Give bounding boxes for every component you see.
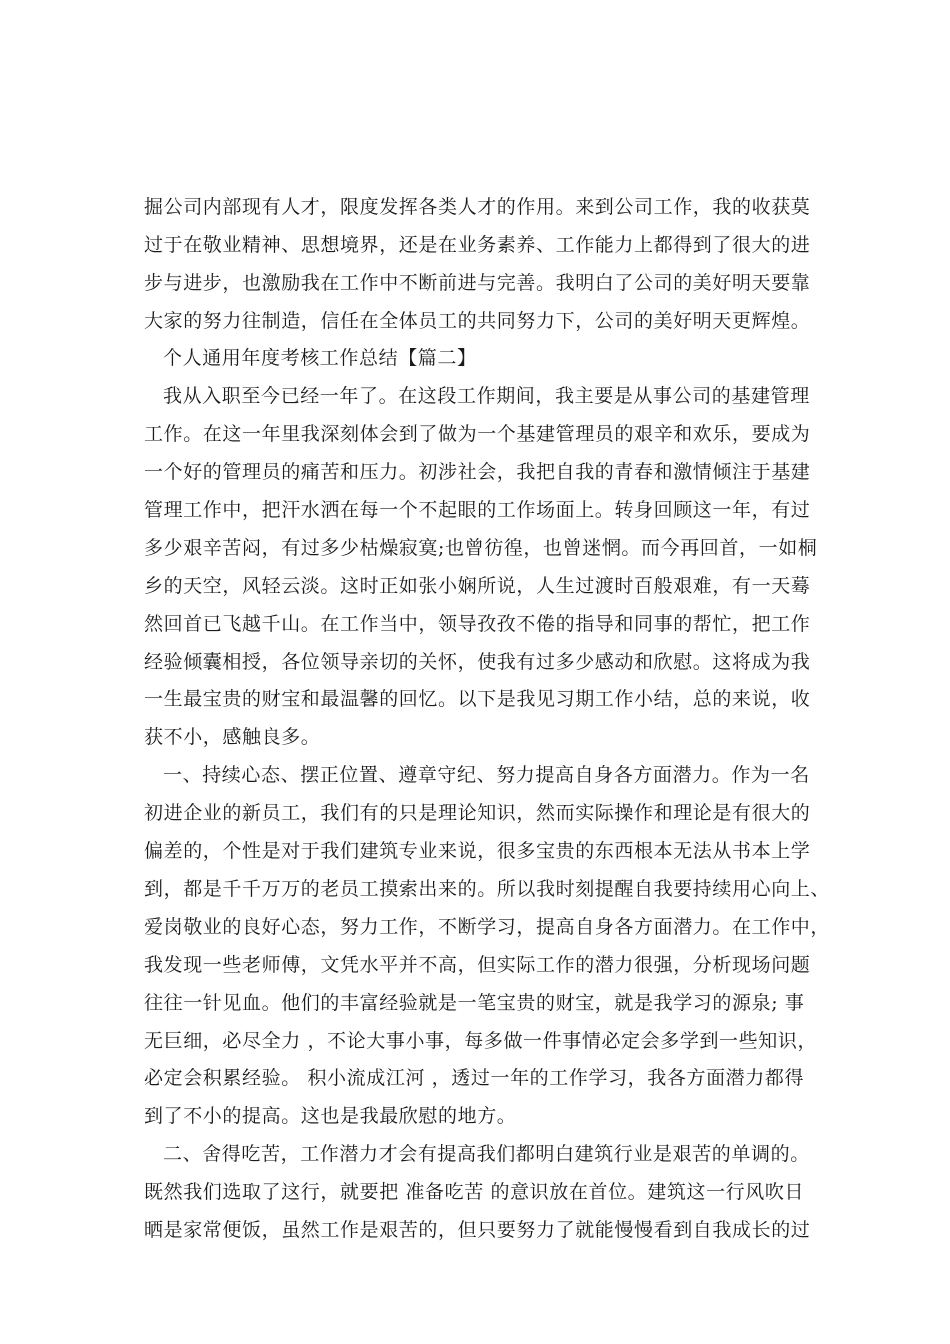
text-line: 二、舍得吃苦，工作潜力才会有提高我们都明白建筑行业是艰苦的单调的。 xyxy=(163,1143,810,1165)
text-line: 到，都是千千万万的老员工摸索出来的。所以我时刻提醒自我要持续用心向上、 xyxy=(144,878,831,900)
text-line: 获不小，感触良多。 xyxy=(144,726,321,748)
text-line: 多少艰辛苦闷，有过多少枯燥寂寞;也曾彷徨，也曾迷惘。而今再回首，一如桐 xyxy=(144,537,818,559)
text-line: 既然我们选取了这行，就要把 准备吃苦 的意识放在首位。建筑这一行风吹日 xyxy=(144,1181,805,1203)
text-line: 往往一针见血。他们的丰富经验就是一笔宝贵的财宝，就是我学习的源泉; 事 xyxy=(144,992,805,1014)
text-line: 工作。在这一年里我深刻体会到了做为一个基建管理员的艰辛和欢乐，要成为 xyxy=(144,423,811,445)
text-line: 无巨细，必尽全力 ，不论大事小事，每多做一件事情必定会多学到一些知识， xyxy=(144,1030,818,1052)
text-line: 爱岗敬业的良好心态，努力工作，不断学习，提高自身各方面潜力。在工作中， xyxy=(144,916,831,938)
section-heading: 个人通用年度考核工作总结【篇二】 xyxy=(163,347,477,369)
text-line: 偏差的，个性是对于我们建筑专业来说，很多宝贵的东西根本无法从书本上学 xyxy=(144,840,811,862)
text-line: 一、持续心态、摆正位置、遵章守纪、努力提高自身各方面潜力。作为一名 xyxy=(163,764,810,786)
text-line: 过于在敬业精神、思想境界，还是在业务素养、工作能力上都得到了很大的进 xyxy=(144,234,811,256)
text-line: 晒是家常便饭，虽然工作是艰苦的，但只要努力了就能慢慢看到自我成长的过 xyxy=(144,1219,811,1241)
text-line: 初进企业的新员工，我们有的只是理论知识，然而实际操作和理论是有很大的 xyxy=(144,802,811,824)
text-line: 掘公司内部现有人才，限度发挥各类人才的作用。来到公司工作，我的收获莫 xyxy=(144,196,811,218)
text-line: 然回首已飞越千山。在工作当中，领导孜孜不倦的指导和同事的帮忙，把工作 xyxy=(144,613,811,635)
text-line: 一生最宝贵的财宝和最温馨的回忆。以下是我见习期工作小结，总的来说，收 xyxy=(144,688,811,710)
text-line: 大家的努力往制造，信任在全体员工的共同努力下，公司的美好明天更辉煌。 xyxy=(144,310,811,332)
text-line: 乡的天空，风轻云淡。这时正如张小娴所说，人生过渡时百般艰难，有一天蓦 xyxy=(144,575,811,597)
text-line: 管理工作中，把汗水洒在每一个不起眼的工作场面上。转身回顾这一年，有过 xyxy=(144,499,811,521)
text-line: 步与进步，也激励我在工作中不断前进与完善。我明白了公司的美好明天要靠 xyxy=(144,272,811,294)
text-line: 我从入职至今已经一年了。在这段工作期间，我主要是从事公司的基建管理 xyxy=(163,385,810,407)
text-line: 一个好的管理员的痛苦和压力。初涉社会，我把自我的青春和激情倾注于基建 xyxy=(144,461,811,483)
text-line: 到了不小的提高。这也是我最欣慰的地方。 xyxy=(144,1105,517,1127)
text-line: 经验倾囊相授，各位领导亲切的关怀，使我有过多少感动和欣慰。这将成为我 xyxy=(144,651,811,673)
text-line: 我发现一些老师傅，文凭水平并不高，但实际工作的潜力很强，分析现场问题 xyxy=(144,954,811,976)
text-line: 必定会积累经验。 积小流成江河 ，透过一年的工作学习，我各方面潜力都得 xyxy=(144,1067,805,1089)
